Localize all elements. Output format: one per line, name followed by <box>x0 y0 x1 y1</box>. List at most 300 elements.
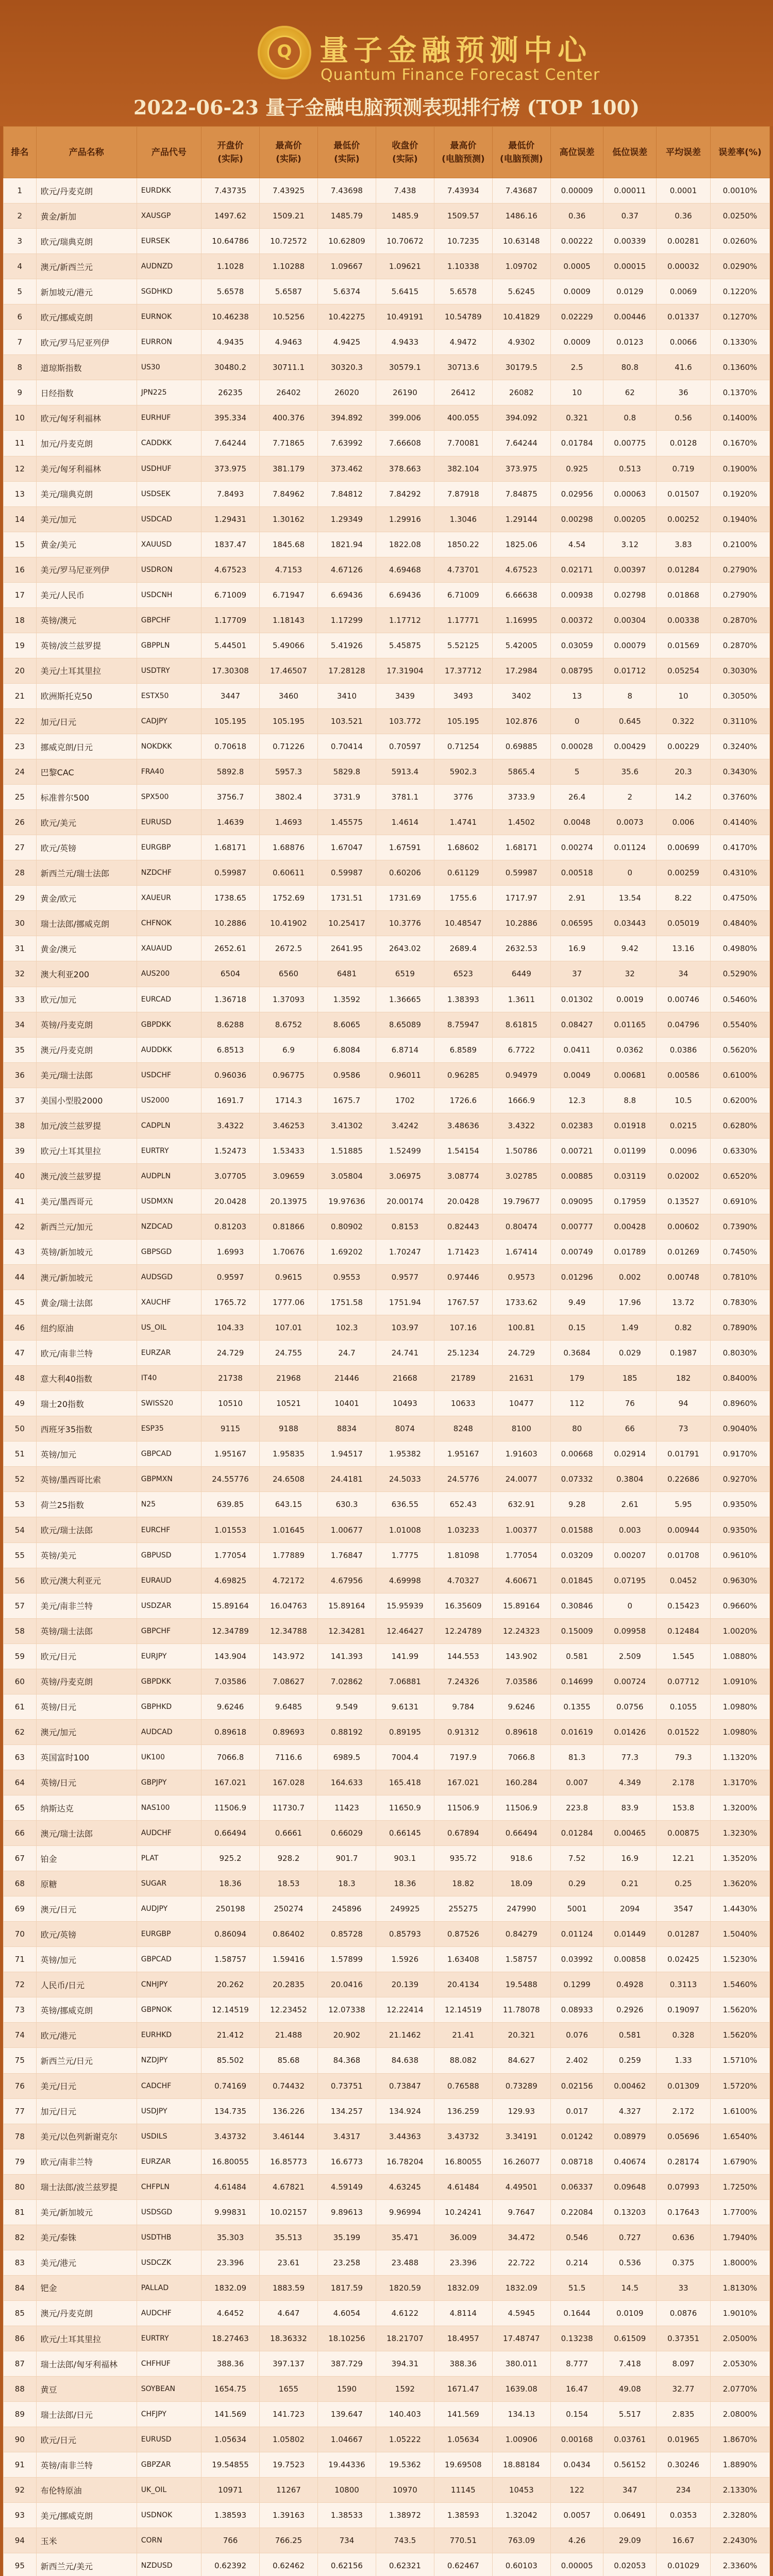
pred-high-cell: 1.63408 <box>434 1947 492 1972</box>
product-name-cell: 欧元/瑞士法郎 <box>36 1517 137 1543</box>
pred-high-cell: 1.17771 <box>434 607 492 633</box>
high-error-cell: 179 <box>550 1366 603 1391</box>
high-error-cell: 7.52 <box>550 1846 603 1871</box>
pred-high-cell: 5902.3 <box>434 759 492 785</box>
high-cell: 7.43925 <box>260 178 318 204</box>
high-cell: 1.4693 <box>260 810 318 835</box>
rank-cell: 77 <box>4 2098 37 2124</box>
low-error-cell: 0.0019 <box>603 987 657 1012</box>
pred-high-cell: 10.7235 <box>434 229 492 254</box>
open-cell: 4.69825 <box>201 1568 260 1593</box>
pred-high-cell: 1.4741 <box>434 810 492 835</box>
table-row <box>4 1744 770 1770</box>
low-cell: 6989.5 <box>317 1744 376 1770</box>
error-rate-cell: 2.3280% <box>710 2503 769 2528</box>
open-cell: 21738 <box>201 1366 260 1391</box>
avg-error-cell: 0.0452 <box>657 1568 711 1593</box>
rank-cell: 35 <box>4 1037 37 1062</box>
table-row <box>4 1113 770 1138</box>
pred-low-cell: 394.092 <box>492 405 550 431</box>
error-rate-cell: 0.6910% <box>710 1189 769 1214</box>
column-header-label: 平均误差 <box>666 147 701 158</box>
low-cell: 1731.51 <box>317 886 376 911</box>
table-row <box>4 1821 770 1846</box>
error-rate-cell: 1.9010% <box>710 2300 769 2326</box>
high-error-cell: 0.01588 <box>550 1517 603 1543</box>
high-error-cell: 0.3684 <box>550 1341 603 1366</box>
avg-error-cell: 153.8 <box>657 1795 711 1821</box>
rank-cell: 1 <box>4 178 37 204</box>
pred-high-cell: 3.08774 <box>434 1163 492 1189</box>
avg-error-cell: 3.83 <box>657 532 711 557</box>
low-cell: 1.57899 <box>317 1947 376 1972</box>
product-name-cell: 美元/匈牙利福林 <box>36 456 137 481</box>
product-name-cell: 英镑/南非兰特 <box>36 2452 137 2478</box>
pred-high-cell: 935.72 <box>434 1846 492 1871</box>
rank-cell: 29 <box>4 886 37 911</box>
low-error-cell: 0.4928 <box>603 1972 657 1997</box>
table-row <box>4 1341 770 1366</box>
close-cell: 23.488 <box>376 2250 434 2275</box>
rank-cell: 67 <box>4 1846 37 1871</box>
pred-high-cell: 23.396 <box>434 2250 492 2275</box>
error-rate-cell: 1.3170% <box>710 1770 769 1795</box>
pred-low-cell: 7.64244 <box>492 431 550 456</box>
close-cell: 0.66145 <box>376 1821 434 1846</box>
rank-cell: 3 <box>4 229 37 254</box>
column-header-label: 最低价 <box>508 140 535 151</box>
rank-cell: 37 <box>4 1088 37 1113</box>
column-header <box>603 127 657 178</box>
pred-high-cell: 1832.09 <box>434 2275 492 2300</box>
rank-cell: 93 <box>4 2503 37 2528</box>
product-code-cell: UK100 <box>137 1744 201 1770</box>
high-cell: 0.74432 <box>260 2073 318 2098</box>
low-cell: 1.51885 <box>317 1138 376 1163</box>
low-cell: 373.462 <box>317 456 376 481</box>
open-cell: 26235 <box>201 380 260 405</box>
low-cell: 3410 <box>317 683 376 708</box>
product-name-cell: 欧元/挪威克朗 <box>36 304 137 330</box>
high-error-cell: 0.01242 <box>550 2124 603 2149</box>
pred-high-cell: 1.38393 <box>434 987 492 1012</box>
high-cell: 143.972 <box>260 1643 318 1669</box>
pred-high-cell: 770.51 <box>434 2528 492 2553</box>
table-row <box>4 2553 770 2576</box>
pred-high-cell: 30713.6 <box>434 355 492 380</box>
high-cell: 11730.7 <box>260 1795 318 1821</box>
error-rate-cell: 0.7830% <box>710 1290 769 1315</box>
low-cell: 1821.94 <box>317 532 376 557</box>
pred-high-cell: 6.71009 <box>434 582 492 607</box>
high-error-cell: 9.28 <box>550 1492 603 1517</box>
product-name-cell: 英镑/丹麦克朗 <box>36 1012 137 1037</box>
close-cell: 8074 <box>376 1416 434 1442</box>
rank-cell: 42 <box>4 1214 37 1239</box>
close-cell: 1.05222 <box>376 2427 434 2452</box>
close-cell: 10970 <box>376 2478 434 2503</box>
pred-high-cell: 7.24326 <box>434 1669 492 1694</box>
pred-high-cell: 7.87918 <box>434 481 492 506</box>
high-cell: 8.6752 <box>260 1012 318 1037</box>
product-name-cell: 瑞士法郎/挪威克朗 <box>36 911 137 936</box>
pred-low-cell: 10453 <box>492 2478 550 2503</box>
column-header-label: 最高价 <box>450 140 477 151</box>
high-error-cell: 0.15009 <box>550 1618 603 1643</box>
rank-cell: 88 <box>4 2377 37 2402</box>
product-code-cell: GBPPLN <box>137 633 201 658</box>
high-error-cell: 0.1355 <box>550 1694 603 1719</box>
pred-high-cell: 24.5776 <box>434 1467 492 1492</box>
product-code-cell: EURTRY <box>137 1138 201 1163</box>
product-code-cell: USDCHF <box>137 1062 201 1088</box>
pred-high-cell: 0.61129 <box>434 860 492 886</box>
low-error-cell: 0.00446 <box>603 304 657 330</box>
pred-low-cell: 4.60671 <box>492 1568 550 1593</box>
close-cell: 10.49191 <box>376 304 434 330</box>
high-cell: 4.7153 <box>260 557 318 582</box>
rank-cell: 55 <box>4 1543 37 1568</box>
rank-cell: 62 <box>4 1719 37 1744</box>
close-cell: 1751.94 <box>376 1290 434 1315</box>
open-cell: 1.38593 <box>201 2503 260 2528</box>
rank-cell: 15 <box>4 532 37 557</box>
product-code-cell: EURZAR <box>137 2149 201 2174</box>
avg-error-cell: 0.82 <box>657 1315 711 1341</box>
high-error-cell: 0.0049 <box>550 1062 603 1088</box>
product-code-cell: USDCNH <box>137 582 201 607</box>
pred-low-cell: 1486.16 <box>492 204 550 229</box>
open-cell: 1.29431 <box>201 506 260 532</box>
close-cell: 1731.69 <box>376 886 434 911</box>
product-code-cell: EURZAR <box>137 1341 201 1366</box>
table-row <box>4 1871 770 1896</box>
pred-low-cell: 5865.4 <box>492 759 550 785</box>
open-cell: 10.64786 <box>201 229 260 254</box>
high-error-cell: 0.01124 <box>550 1922 603 1947</box>
low-cell: 0.88192 <box>317 1719 376 1744</box>
open-cell: 3447 <box>201 683 260 708</box>
table-row <box>4 2402 770 2427</box>
high-cell: 1.05802 <box>260 2427 318 2452</box>
product-code-cell: USDTRY <box>137 658 201 683</box>
product-code-cell: NZDJPY <box>137 2048 201 2073</box>
close-cell: 103.772 <box>376 708 434 734</box>
table-row <box>4 1517 770 1543</box>
low-cell: 6.8084 <box>317 1037 376 1062</box>
avg-error-cell: 234 <box>657 2478 711 2503</box>
pred-high-cell: 20.4134 <box>434 1972 492 1997</box>
low-error-cell: 4.327 <box>603 2098 657 2124</box>
open-cell: 20.262 <box>201 1972 260 1997</box>
avg-error-cell: 0.07712 <box>657 1669 711 1694</box>
column-header-label: 产品名称 <box>69 147 104 158</box>
error-rate-cell: 1.0880% <box>710 1643 769 1669</box>
high-cell: 30711.1 <box>260 355 318 380</box>
table-row <box>4 708 770 734</box>
open-cell: 10.46238 <box>201 304 260 330</box>
product-name-cell: 欧元/土耳其里拉 <box>36 1138 137 1163</box>
pred-high-cell: 0.87526 <box>434 1922 492 1947</box>
product-code-cell: PALLAD <box>137 2275 201 2300</box>
error-rate-cell: 1.8670% <box>710 2427 769 2452</box>
rank-cell: 44 <box>4 1265 37 1290</box>
avg-error-cell: 0.0066 <box>657 330 711 355</box>
open-cell: 766 <box>201 2528 260 2553</box>
product-name-cell: 澳元/日元 <box>36 1896 137 1922</box>
pred-low-cell: 0.9573 <box>492 1265 550 1290</box>
pred-high-cell: 1.95167 <box>434 1442 492 1467</box>
open-cell: 0.66494 <box>201 1821 260 1846</box>
open-cell: 1738.65 <box>201 886 260 911</box>
high-error-cell: 8.777 <box>550 2351 603 2377</box>
high-error-cell: 0.02156 <box>550 2073 603 2098</box>
high-cell: 24.6508 <box>260 1467 318 1492</box>
high-cell: 3.09659 <box>260 1163 318 1189</box>
high-cell: 3.46144 <box>260 2124 318 2149</box>
low-cell: 6481 <box>317 961 376 987</box>
open-cell: 6.71009 <box>201 582 260 607</box>
error-rate-cell: 0.2870% <box>710 607 769 633</box>
low-error-cell: 0.37 <box>603 204 657 229</box>
avg-error-cell: 0.00748 <box>657 1265 711 1290</box>
avg-error-cell: 0.0353 <box>657 2503 711 2528</box>
product-name-cell: 英镑/加元 <box>36 1947 137 1972</box>
product-name-cell: 黄金/欧元 <box>36 886 137 911</box>
high-error-cell: 16.9 <box>550 936 603 961</box>
close-cell: 3.4242 <box>376 1113 434 1138</box>
pred-high-cell: 141.569 <box>434 2402 492 2427</box>
product-name-cell: 英镑/加元 <box>36 1442 137 1467</box>
low-cell: 1675.7 <box>317 1088 376 1113</box>
rank-cell: 72 <box>4 1972 37 1997</box>
pred-low-cell: 5.42005 <box>492 633 550 658</box>
rank-cell: 50 <box>4 1416 37 1442</box>
product-code-cell: USDCAD <box>137 506 201 532</box>
avg-error-cell: 0.15423 <box>657 1593 711 1618</box>
close-cell: 378.663 <box>376 456 434 481</box>
high-error-cell: 0.0009 <box>550 279 603 304</box>
product-name-cell: 钯金 <box>36 2275 137 2300</box>
pred-high-cell: 0.91312 <box>434 1719 492 1744</box>
low-cell: 1.3592 <box>317 987 376 1012</box>
product-name-cell: 欧元/澳大利亚元 <box>36 1568 137 1593</box>
product-code-cell: GBPCHF <box>137 607 201 633</box>
low-error-cell: 0.00429 <box>603 734 657 759</box>
product-code-cell: GBPHKD <box>137 1694 201 1719</box>
pred-high-cell: 1726.6 <box>434 1088 492 1113</box>
open-cell: 1832.09 <box>201 2275 260 2300</box>
table-row <box>4 254 770 279</box>
table-row <box>4 607 770 633</box>
low-cell: 102.3 <box>317 1315 376 1341</box>
pred-low-cell: 1.4502 <box>492 810 550 835</box>
low-cell: 5829.8 <box>317 759 376 785</box>
close-cell: 35.471 <box>376 2225 434 2250</box>
product-name-cell: 欧元/罗马尼亚列伊 <box>36 330 137 355</box>
avg-error-cell: 0.00602 <box>657 1214 711 1239</box>
avg-error-cell: 0.19097 <box>657 1997 711 2023</box>
product-code-cell: CHFHUF <box>137 2351 201 2377</box>
error-rate-cell: 0.1900% <box>710 456 769 481</box>
product-name-cell: 英镑/丹麦克朗 <box>36 1669 137 1694</box>
high-cell: 1883.59 <box>260 2275 318 2300</box>
table-row <box>4 1896 770 1922</box>
high-error-cell: 0.007 <box>550 1770 603 1795</box>
rank-cell: 69 <box>4 1896 37 1922</box>
low-cell: 10401 <box>317 1391 376 1416</box>
high-error-cell: 0.00168 <box>550 2427 603 2452</box>
pred-low-cell: 7066.8 <box>492 1744 550 1770</box>
table-row <box>4 431 770 456</box>
high-error-cell: 2.402 <box>550 2048 603 2073</box>
column-header <box>710 127 769 178</box>
low-error-cell: 0.2926 <box>603 1997 657 2023</box>
close-cell: 249925 <box>376 1896 434 1922</box>
pred-high-cell: 12.14519 <box>434 1997 492 2023</box>
open-cell: 3.43732 <box>201 2124 260 2149</box>
rank-cell: 21 <box>4 683 37 708</box>
high-error-cell: 0.01296 <box>550 1265 603 1290</box>
table-row <box>4 355 770 380</box>
pred-low-cell: 129.93 <box>492 2098 550 2124</box>
product-code-cell: AUDJPY <box>137 1896 201 1922</box>
low-error-cell: 0 <box>603 860 657 886</box>
close-cell: 15.95939 <box>376 1593 434 1618</box>
rank-cell: 9 <box>4 380 37 405</box>
product-code-cell: EURCAD <box>137 987 201 1012</box>
rank-cell: 13 <box>4 481 37 506</box>
low-cell: 1.94517 <box>317 1442 376 1467</box>
table-row <box>4 1922 770 1947</box>
low-error-cell: 0.21 <box>603 1871 657 1896</box>
error-rate-cell: 0.1400% <box>710 405 769 431</box>
avg-error-cell: 0.01287 <box>657 1922 711 1947</box>
error-rate-cell: 2.0800% <box>710 2402 769 2427</box>
pred-high-cell: 18.82 <box>434 1871 492 1896</box>
pred-high-cell: 4.9472 <box>434 330 492 355</box>
error-rate-cell: 1.5230% <box>710 1947 769 1972</box>
high-cell: 1.18143 <box>260 607 318 633</box>
low-cell: 103.521 <box>317 708 376 734</box>
product-name-cell: 欧元/加元 <box>36 987 137 1012</box>
column-header-sub: (实际) <box>334 154 360 164</box>
rank-cell: 52 <box>4 1467 37 1492</box>
low-error-cell: 3.12 <box>603 532 657 557</box>
rank-cell: 11 <box>4 431 37 456</box>
pred-low-cell: 1.32042 <box>492 2503 550 2528</box>
open-cell: 1.68171 <box>201 835 260 860</box>
low-error-cell: 0.00681 <box>603 1062 657 1088</box>
high-error-cell: 0.06595 <box>550 911 603 936</box>
high-error-cell: 9.49 <box>550 1290 603 1315</box>
column-header-sub: (实际) <box>217 154 243 164</box>
table-row <box>4 2377 770 2402</box>
column-header <box>434 127 492 178</box>
pred-low-cell: 10477 <box>492 1391 550 1416</box>
error-rate-cell: 1.3620% <box>710 1871 769 1896</box>
open-cell: 3.4322 <box>201 1113 260 1138</box>
avg-error-cell: 0.006 <box>657 810 711 835</box>
low-cell: 141.393 <box>317 1643 376 1669</box>
avg-error-cell: 73 <box>657 1416 711 1442</box>
pred-high-cell: 255275 <box>434 1896 492 1922</box>
high-error-cell: 0.03059 <box>550 633 603 658</box>
product-name-cell: 美元/土耳其里拉 <box>36 658 137 683</box>
low-cell: 0.70414 <box>317 734 376 759</box>
pred-low-cell: 24.0077 <box>492 1467 550 1492</box>
low-error-cell: 1.49 <box>603 1315 657 1341</box>
high-error-cell: 0.01284 <box>550 1821 603 1846</box>
open-cell: 395.334 <box>201 405 260 431</box>
pred-low-cell: 6.7722 <box>492 1037 550 1062</box>
low-error-cell: 0.00304 <box>603 607 657 633</box>
pred-high-cell: 6.8589 <box>434 1037 492 1062</box>
open-cell: 5.6578 <box>201 279 260 304</box>
low-error-cell: 0.0362 <box>603 1037 657 1062</box>
error-rate-cell: 1.8000% <box>710 2250 769 2275</box>
high-cell: 107.01 <box>260 1315 318 1341</box>
pred-high-cell: 18.4957 <box>434 2326 492 2351</box>
product-code-cell: XAUAUD <box>137 936 201 961</box>
low-error-cell: 0.08979 <box>603 2124 657 2149</box>
avg-error-cell: 32.77 <box>657 2377 711 2402</box>
product-code-cell: GBPNOK <box>137 1997 201 2023</box>
low-error-cell: 0.003 <box>603 1517 657 1543</box>
pred-low-cell: 11506.9 <box>492 1795 550 1821</box>
close-cell: 0.8153 <box>376 1214 434 1239</box>
column-header <box>317 127 376 178</box>
product-code-cell: ESTX50 <box>137 683 201 708</box>
error-rate-cell: 0.4140% <box>710 810 769 835</box>
high-cell: 0.96775 <box>260 1062 318 1088</box>
low-cell: 10.62809 <box>317 229 376 254</box>
avg-error-cell: 79.3 <box>657 1744 711 1770</box>
product-code-cell: USDHUF <box>137 456 201 481</box>
product-code-cell: EURGBP <box>137 835 201 860</box>
close-cell: 141.99 <box>376 1643 434 1669</box>
low-error-cell: 0.01449 <box>603 1922 657 1947</box>
high-cell: 16.85773 <box>260 2149 318 2174</box>
low-error-cell: 0.513 <box>603 456 657 481</box>
rank-cell: 4 <box>4 254 37 279</box>
product-name-cell: 瑞士法郎/日元 <box>36 2402 137 2427</box>
product-name-cell: 欧元/丹麦克朗 <box>36 178 137 204</box>
low-cell: 0.80902 <box>317 1214 376 1239</box>
high-error-cell: 0.01784 <box>550 431 603 456</box>
pred-high-cell: 10.24241 <box>434 2199 492 2225</box>
avg-error-cell: 0.05019 <box>657 911 711 936</box>
avg-error-cell: 0.02425 <box>657 1947 711 1972</box>
open-cell: 0.9597 <box>201 1265 260 1290</box>
high-cell: 7116.6 <box>260 1744 318 1770</box>
table-row <box>4 1467 770 1492</box>
low-cell: 5.6374 <box>317 279 376 304</box>
low-error-cell: 0.01918 <box>603 1113 657 1138</box>
column-header-sub: (电脑预测) <box>442 154 485 164</box>
close-cell: 3439 <box>376 683 434 708</box>
open-cell: 3.07705 <box>201 1163 260 1189</box>
high-error-cell: 0.36 <box>550 204 603 229</box>
pred-low-cell: 10.41829 <box>492 304 550 330</box>
error-rate-cell: 0.3110% <box>710 708 769 734</box>
column-header-label: 低位误差 <box>612 147 648 158</box>
pred-low-cell: 2632.53 <box>492 936 550 961</box>
avg-error-cell: 0.04796 <box>657 1012 711 1037</box>
error-rate-cell: 0.3030% <box>710 658 769 683</box>
high-error-cell: 12.3 <box>550 1088 603 1113</box>
table-row <box>4 229 770 254</box>
